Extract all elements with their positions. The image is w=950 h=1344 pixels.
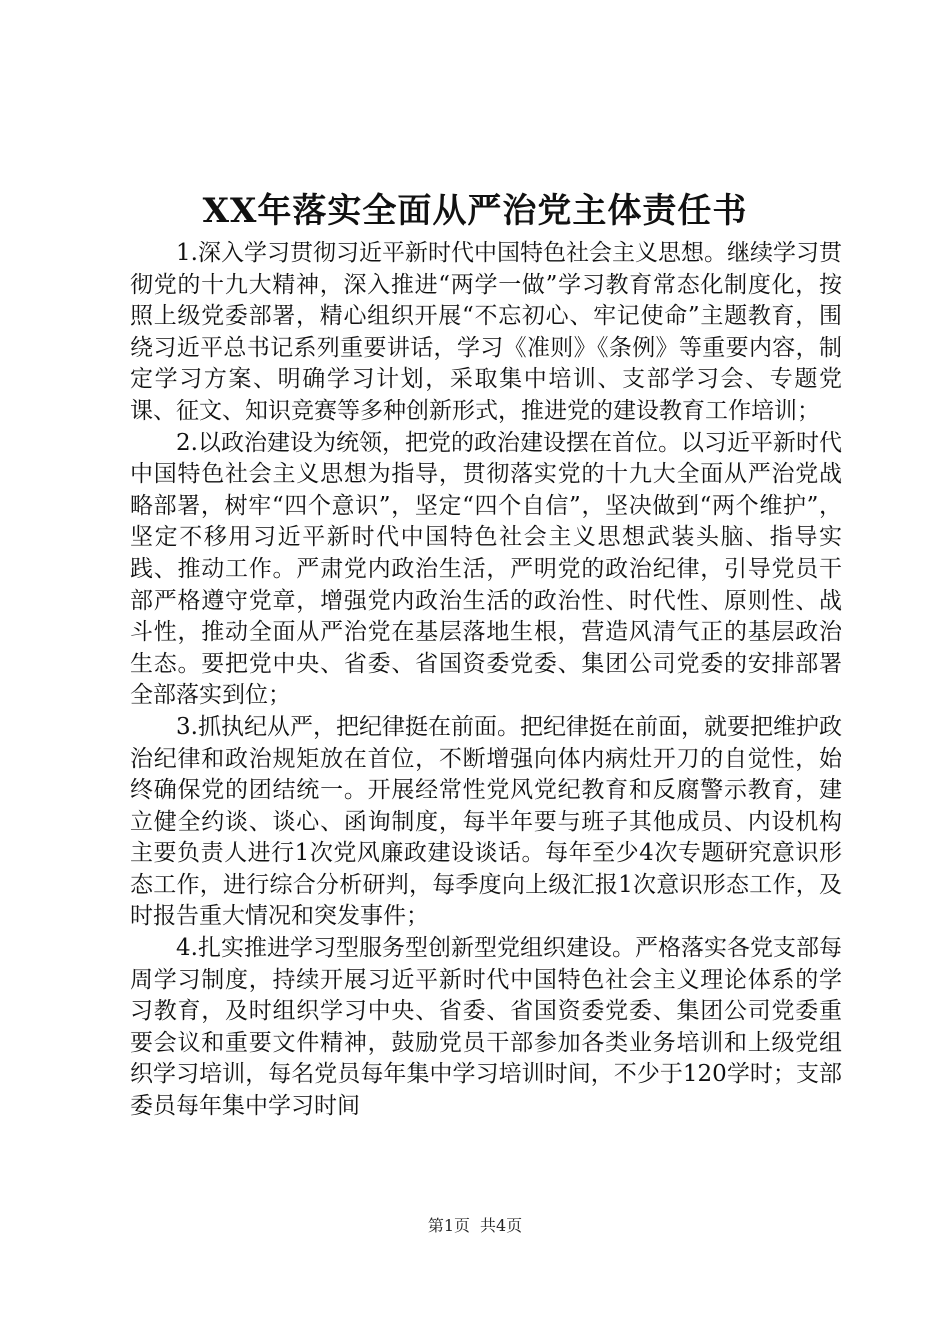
page-number-current: 第1页	[427, 1216, 470, 1235]
paragraph-1: 1.深入学习贯彻习近平新时代中国特色社会主义思想。继续学习贯彻党的十九大精神，深入推进“两学一做”学习教育常态化制度化，按照上级党委部署，精心组织开展“不忘初心、牢记使命”主题教育，围绕习近平总书记系列重要讲话，学习《准则》《条例》等重要内容，制定学习方案、明确学习计划，采取集中培训、支部学习会、专题党课、征文、知识竞赛等多种创新形式，推进党的建设教育工作培训；	[130, 240, 842, 424]
document-title: XX年落实全面从严治党主体责任书	[202, 191, 748, 231]
paragraph-2: 2.以政治建设为统领，把党的政治建设摆在首位。以习近平新时代中国特色社会主义思想为指导，贯彻落实党的十九大全面从严治党战略部署，树牢“四个意识”，坚定“四个自信”，坚决做到“两个维护”，坚定不移用习近平新时代中国特色社会主义思想武装头脑、指导实践、推动工作。严肃党内政治生活，严明党的政治纪律，引导党员干部严格遵守党章，增强党内政治生活的政治性、时代性、原则性、战斗性，推动全面从严治党在基层落地生根，营造风清气正的基层政治生态。要把党中央、省委、省国资委党委、集团公司党委的安排部署全部落实到位；	[130, 429, 842, 709]
document-body	[130, 238, 842, 1184]
paragraph-3: 3.抓执纪从严，把纪律挺在前面。把纪律挺在前面，就要把维护政治纪律和政治规矩放在首位，不断增强向体内病灶开刀的自觉性，始终确保党的团结统一。开展经常性党风党纪教育和反腐警示教育，建立健全约谈、谈心、函询制度，每半年要与班子其他成员、内设机构主要负责人进行1次党风廉政建设谈话。每年至少4次专题研究意识形态工作，进行综合分析研判，每季度向上级汇报1次意识形态工作，及时报告重大情况和突发事件；	[130, 713, 842, 930]
paragraph-4: 4.扎实推进学习型服务型创新型党组织建设。严格落实各党支部每周学习制度，持续开展习近平新时代中国特色社会主义理论体系的学习教育，及时组织学习中央、省委、省国资委党委、集团公司党委重要会议和重要文件精神，鼓励党员干部参加各类业务培训和上级党组织学习培训，每名党员每年集中学习培训时间，不少于120学时；支部委员每年集中学习时间	[130, 935, 842, 1120]
page-number-total: 共4页	[480, 1216, 523, 1235]
page-footer	[0, 1214, 950, 1238]
